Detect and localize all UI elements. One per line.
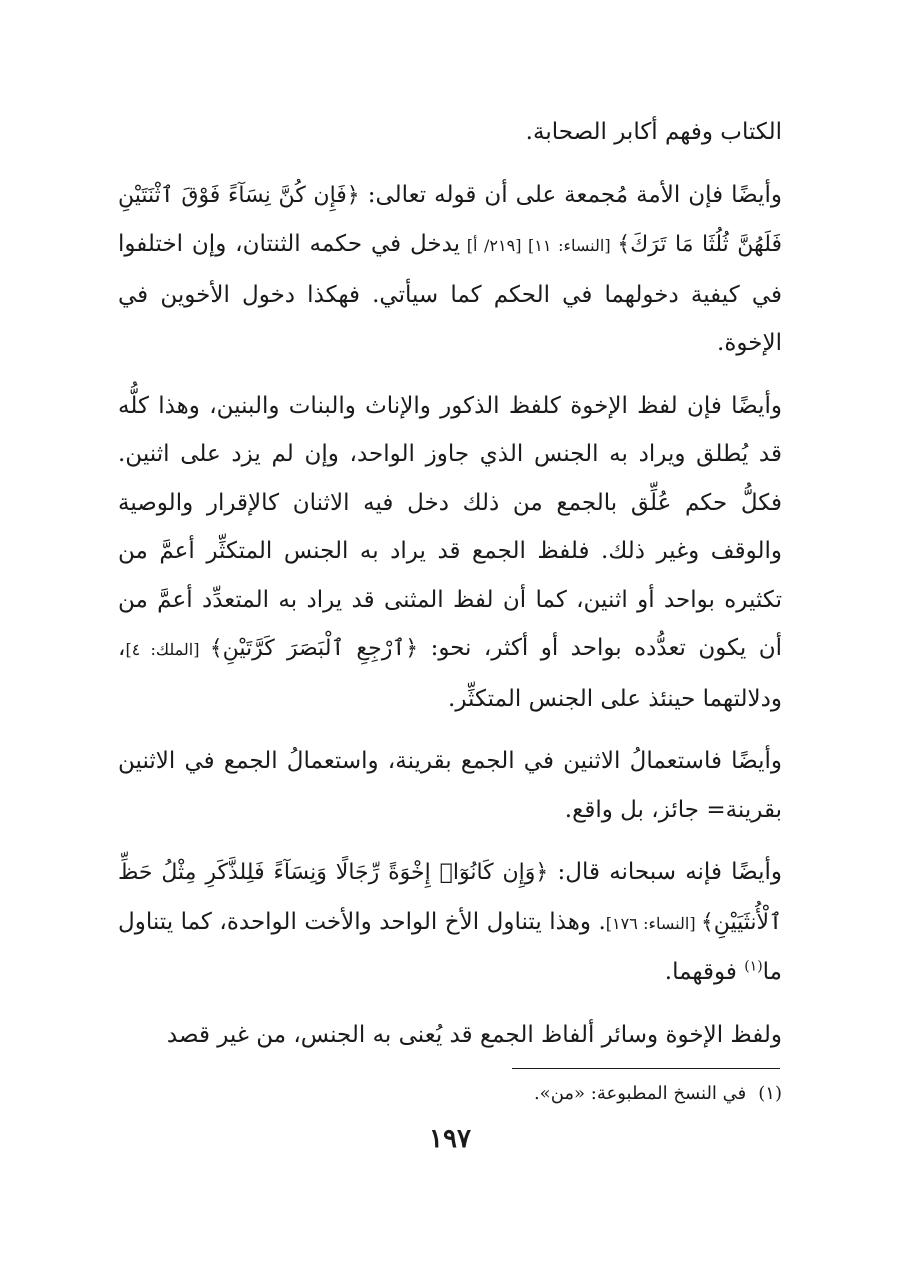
quran-verse-2: ﴿ٱرْجِعِ ٱلْبَصَرَ كَرَّتَيْنِ﴾ — [209, 636, 419, 661]
footnote-marker: (١) — [744, 958, 763, 975]
paragraph-3 — [118, 382, 782, 724]
footnote-number: (١) — [758, 1083, 782, 1104]
paragraph-2-lead: وأيضًا فإن الأمة مُجمعة على أن قوله تعالى: — [359, 181, 782, 208]
paragraph-5-rest-a: . وهذا يتناول الأخ الواحد والأخت الواحدة، كما يتناول ما — [118, 908, 782, 985]
paragraph-6: ولفظ الإخوة وسائر ألفاظ الجمع قد يُعنى به الجنس، من غير قصد — [166, 1021, 782, 1048]
paragraph-2-rest: يدخل في حكمه الثنتان، وإن اختلفوا في كيفية دخولهما في الحكم كما سيأتي. فهكذا دخول الأخوين في الإخوة. — [118, 231, 782, 356]
paragraph-3-rest: ، ودلالتهما حينئذ على الجنس المتكثِّر. — [118, 635, 782, 712]
paragraph-2 — [118, 171, 782, 368]
paragraph-5 — [118, 848, 782, 997]
verse-reference-1: [النساء: ١١] [٢١٩/ أ] — [460, 236, 618, 255]
page-body — [118, 108, 782, 1073]
quran-verse-3: ﴿وَإِن كَانُوٓا۟ إِخْوَةً رِّجَالًا وَنِسَآءً فَلِلذَّكَرِ مِثْلُ حَظِّ ٱلْأُنثَيَيْنِ﴾ — [118, 860, 782, 935]
verse-reference-2: [الملك: ٤] — [125, 640, 210, 659]
verse-reference-3: [النساء: ١٧٦] — [605, 913, 701, 933]
quran-verse-1: ﴿فَإِن كُنَّ نِسَآءً فَوْقَ ٱثْنَتَيْنِ فَلَهُنَّ ثُلُثَا مَا تَرَكَ﴾ — [118, 182, 782, 257]
paragraph-5-lead: وأيضًا فإنه سبحانه قال: — [548, 859, 782, 885]
page-number: ١٩٧ — [429, 1124, 471, 1154]
footnote-text: في النسخ المطبوعة: «من». — [533, 1083, 747, 1104]
footnote-divider — [512, 1068, 780, 1069]
paragraph-5-rest-b: فوقهما. — [664, 959, 745, 985]
paragraph-1: الكتاب وفهم أكابر الصحابة. — [525, 119, 782, 145]
footnote — [382, 1080, 782, 1108]
paragraph-3-text: وأيضًا فإن لفظ الإخوة كلفظ الذكور والإناث والبنات والبنين، وهذا كلُّه قد يُطلق ويراد به الجنس الذي جاوز الواحد، وإن لم يزد على اثنين. فكلُّ حكم عُلِّق بالجمع من ذلك دخل فيه الاثنان كالإقرار والوصية والوقف وغير ذلك. فلفظ الجمع قد يراد به الجنس المتكثِّر أعمَّ من تكثيره بواحد أو اثنين، كما أن لفظ المثنى قد يراد به المتعدِّد أعمَّ من أن يكون تعدُّده بواحد أو أكثر، نحو: — [118, 392, 782, 661]
paragraph-4: وأيضًا فاستعمالُ الاثنين في الجمع بقرينة، واستعمالُ الجمع في الاثنين بقرينة= جائز، بل واقع. — [118, 748, 782, 823]
